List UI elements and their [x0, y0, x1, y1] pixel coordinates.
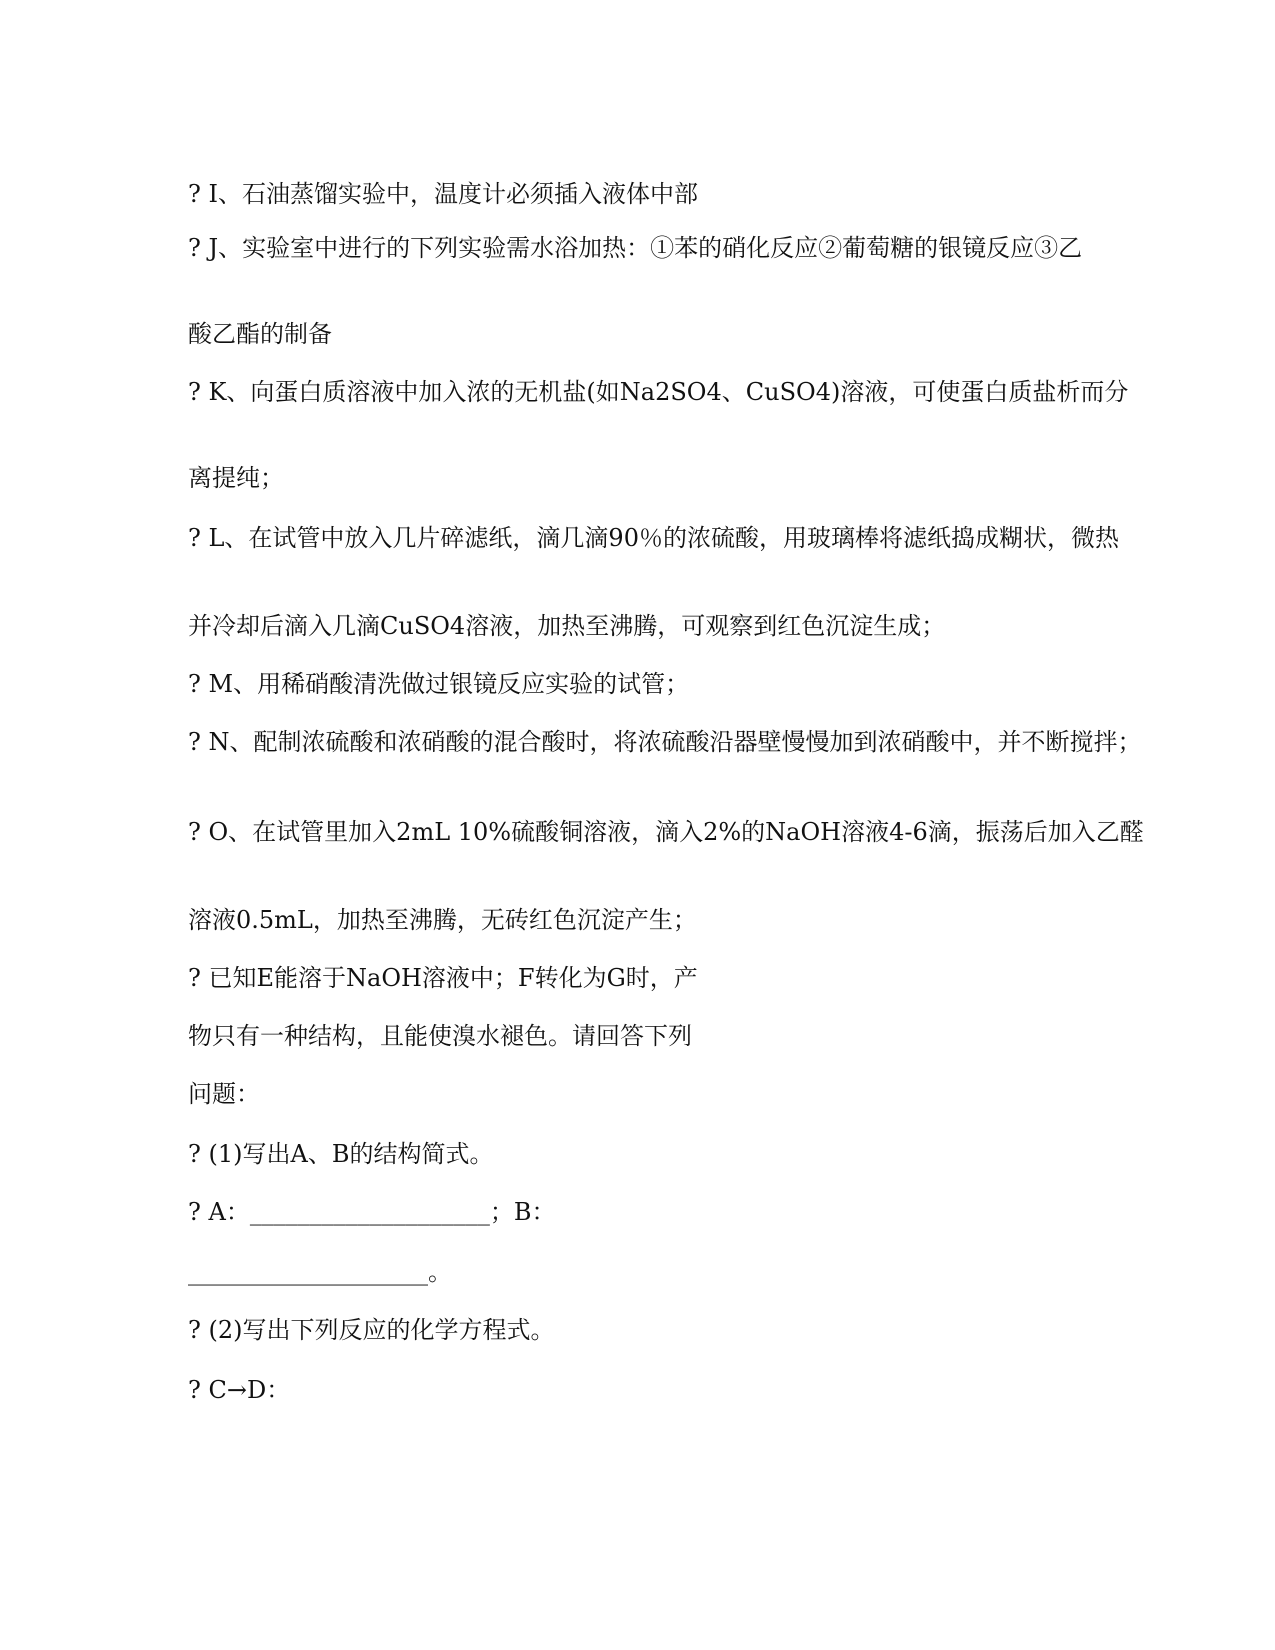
text-line-item-m: ? M、用稀硝酸清洗做过银镜反应实验的试管； [188, 670, 690, 698]
text-line-item-i: ? I、石油蒸馏实验中，温度计必须插入液体中部 [188, 180, 698, 208]
text-line-question-intro: ? 已知E能溶于NaOH溶液中；F转化为G时，产 [188, 964, 698, 992]
text-line-question-1: ? (1)写出A、B的结构简式。 [188, 1140, 494, 1168]
text-line-c-to-d: ? C→D： [188, 1376, 291, 1404]
text-line-question-2: ? (2)写出下列反应的化学方程式。 [188, 1316, 555, 1344]
text-line-item-n: ? N、配制浓硫酸和浓硝酸的混合酸时，将浓硫酸沿器壁慢慢加到浓硝酸中，并不断搅拌； [188, 728, 1142, 756]
text-line-item-o: ? O、在试管里加入2mL 10%硫酸铜溶液，滴入2%的NaOH溶液4-6滴，振荡后加入乙醛 [188, 818, 1144, 846]
text-line-answer-b-blank: ____________________。 [188, 1258, 452, 1286]
text-line-item-k-cont: 离提纯； [188, 464, 284, 492]
text-line-item-l: ? L、在试管中放入几片碎滤纸，滴几滴90％的浓硫酸，用玻璃棒将滤纸捣成糊状，微热 [188, 524, 1119, 552]
text-line-question-label: 问题： [188, 1080, 260, 1108]
text-line-item-o-cont: 溶液0.5mL，加热至沸腾，无砖红色沉淀产生； [188, 906, 697, 934]
text-line-item-k: ? K、向蛋白质溶液中加入浓的无机盐(如Na2SO4、CuSO4)溶液，可使蛋白质盐析而分 [188, 378, 1129, 406]
text-line-item-j-cont: 酸乙酯的制备 [188, 320, 332, 348]
text-line-item-j: ? J、实验室中进行的下列实验需水浴加热：①苯的硝化反应②葡萄糖的银镜反应③乙 [188, 234, 1083, 262]
text-line-answer-a-b: ? A：____________________；B： [188, 1198, 556, 1226]
text-line-question-intro-cont: 物只有一种结构，且能使溴水褪色。请回答下列 [188, 1022, 692, 1050]
text-line-item-l-cont: 并冷却后滴入几滴CuSO4溶液，加热至沸腾，可观察到红色沉淀生成； [188, 612, 946, 640]
